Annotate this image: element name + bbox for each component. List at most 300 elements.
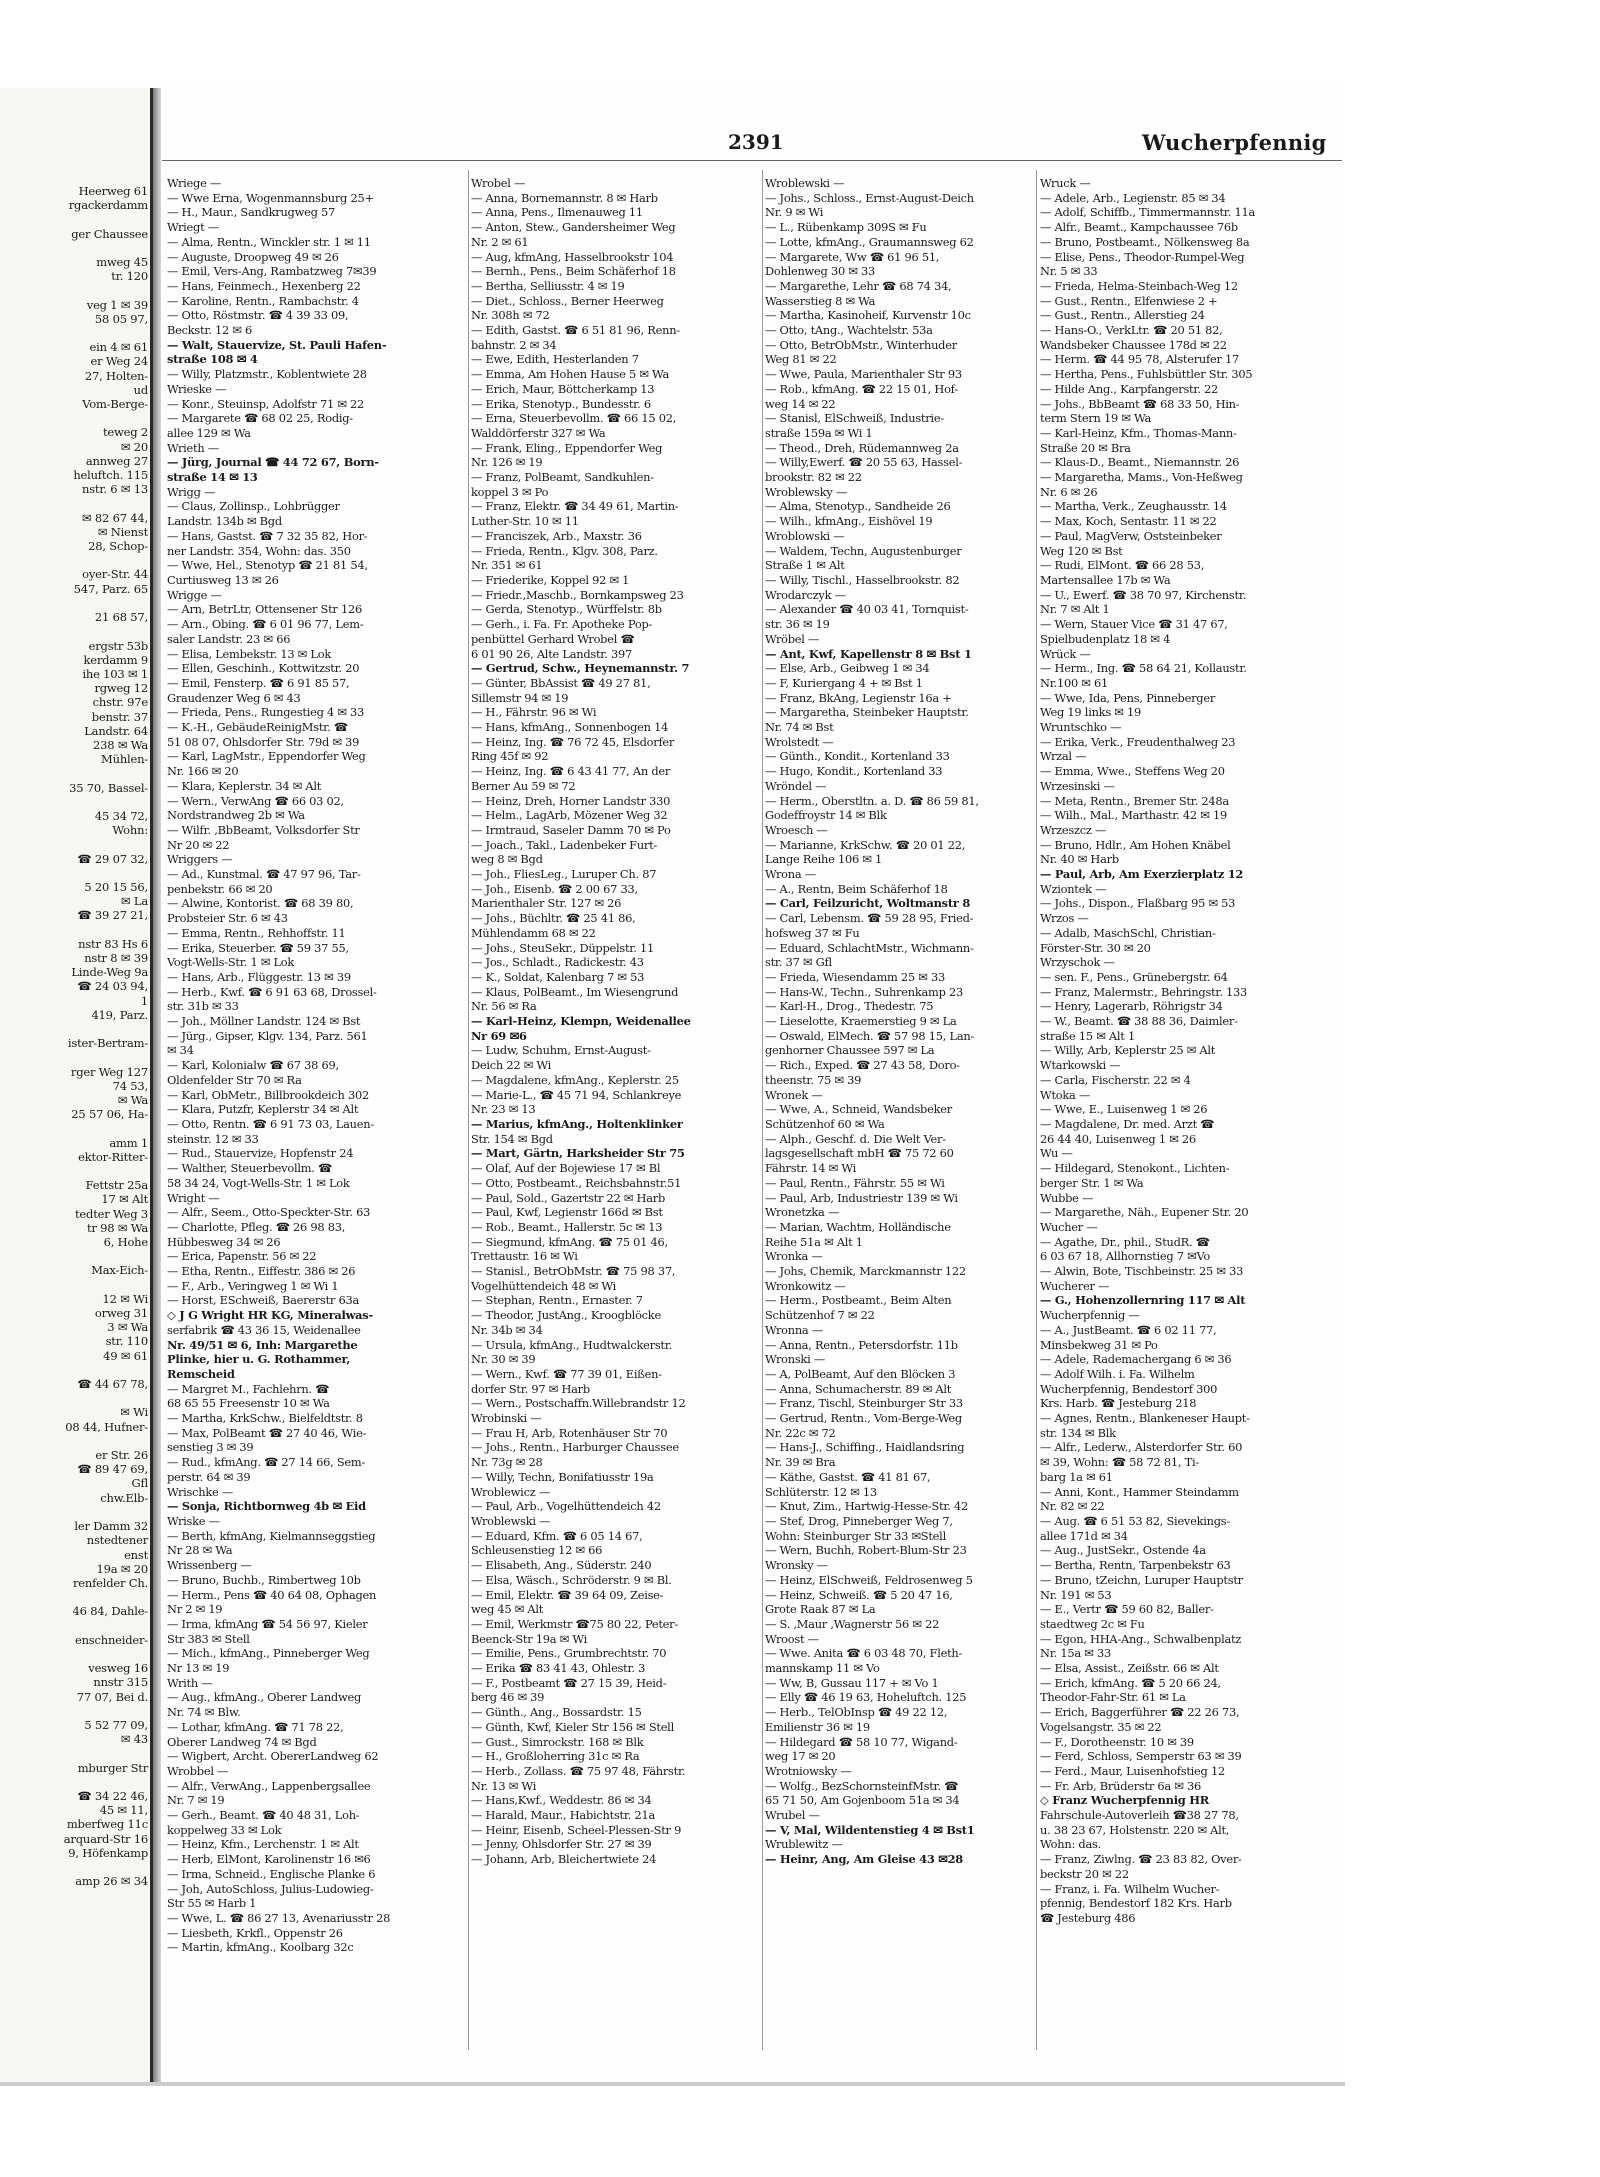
left-page-fragment: er Weg 24	[90, 354, 148, 369]
book-gutter	[153, 88, 161, 2082]
left-page-fragment: Landstr. 64	[84, 723, 148, 738]
surname-heading: Wronkowitz —	[765, 1278, 846, 1293]
directory-entry: — Wwe, Ida, Pens, Pinneberger	[1040, 690, 1216, 705]
directory-entry: — Käthe, Gastst. ☎ 41 81 67,	[765, 1469, 931, 1484]
directory-entry: — Elisabeth, Ang., Süderstr. 240	[471, 1558, 652, 1573]
directory-entry: — Gust., Rentn., Elfenwiese 2 +	[1040, 293, 1218, 308]
directory-entry: — Henry, Lagerarb, Röhrigstr 34	[1040, 999, 1223, 1014]
directory-entry: — A., JustBeamt. ☎ 6 02 11 77,	[1040, 1322, 1217, 1337]
left-page-edge	[0, 88, 153, 2082]
directory-entry: straße 108 ✉ 4	[167, 352, 258, 367]
directory-entry: str. 31b ✉ 33	[167, 999, 239, 1014]
directory-entry: — Heinr, Ang, Am Gleise 43 ✉28	[765, 1852, 963, 1867]
directory-entry: Nr. 39 ✉ Bra	[765, 1455, 836, 1470]
directory-entry: — H., Fährstr. 96 ✉ Wi	[471, 705, 597, 720]
directory-entry: Vogt-Wells-Str. 1 ✉ Lok	[167, 955, 295, 970]
directory-entry: Nr. 49/51 ✉ 6, Inh: Margarethe	[167, 1337, 358, 1352]
directory-entry: — Paul, Kwf, Legienstr 166d ✉ Bst	[471, 1205, 663, 1220]
directory-entry: — Stanisl., BetrObMstr. ☎ 75 98 37,	[471, 1264, 676, 1279]
surname-heading: Wriegt —	[167, 220, 219, 235]
left-page-fragments	[2, 184, 148, 1888]
directory-entry: weg 8 ✉ Bgd	[471, 852, 543, 867]
directory-entry: Nr. 351 ✉ 61	[471, 558, 543, 573]
left-page-fragment: veg 1 ✉ 39	[86, 297, 148, 312]
left-page-fragment: Vom-Berge-	[82, 397, 148, 412]
directory-entry: — Carl, Lebensm. ☎ 59 28 95, Fried-	[765, 911, 974, 926]
directory-entry: — Günth., Ang., Bossardstr. 15	[471, 1705, 642, 1720]
directory-entry: — Franz, PolBeamt, Sandkuhlen-	[471, 470, 654, 485]
directory-entry: — Ferd, Schloss, Semperstr 63 ✉ 39	[1040, 1749, 1242, 1764]
left-page-fragment: 58 05 97,	[94, 311, 148, 326]
directory-entry: Nr. 7 ✉ 19	[167, 1793, 225, 1808]
directory-entry: — Diet., Schloss., Berner Heerweg	[471, 293, 664, 308]
surname-heading: Wrona —	[765, 867, 816, 882]
directory-entry: — Willy, Platzmstr., Koblentwiete 28	[167, 367, 367, 382]
directory-entry: theenstr. 75 ✉ 39	[765, 1072, 862, 1087]
directory-entry: — Herm. ☎ 44 95 78, Alsterufer 17	[1040, 352, 1240, 367]
directory-entry: — Marius, kfmAng., Holtenklinker	[471, 1117, 683, 1131]
directory-entry: — Bruno, tZeichn, Luruper Hauptstr	[1040, 1572, 1243, 1587]
directory-entry: — F., Postbeamt ☎ 27 15 39, Heid-	[471, 1675, 667, 1690]
directory-entry: — V, Mal, Wildentenstieg 4 ✉ Bst1	[765, 1822, 975, 1837]
column-divider	[1036, 170, 1037, 2050]
surname-heading: Wriege —	[167, 176, 222, 190]
directory-entry: — Wilfr. ,BbBeamt, Volksdorfer Str	[167, 822, 360, 837]
left-page-fragment	[2, 1022, 148, 1036]
left-page-fragment: rgweg 12	[94, 681, 148, 696]
left-page-fragment: nstedtener	[86, 1533, 148, 1548]
left-page-fragment	[2, 866, 148, 880]
left-page-fragment	[2, 1704, 148, 1718]
directory-entry: Theodor-Fahr-Str. 61 ✉ La	[1040, 1690, 1186, 1705]
directory-entry: — Otto, BetrObMstr., Winterhuder	[765, 337, 957, 352]
directory-entry: — Magdalene, Dr. med. Arzt ☎	[1040, 1117, 1215, 1131]
directory-entry: Martensallee 17b ✉ Wa	[1040, 572, 1171, 587]
directory-entry: — Wern., VerwAng ☎ 66 03 02,	[167, 793, 344, 808]
directory-entry: — Edith, Gastst. ☎ 6 51 81 96, Renn-	[471, 323, 680, 338]
left-page-fragment: 21 68 57,	[94, 610, 148, 625]
directory-entry: weg 17 ✉ 20	[765, 1749, 836, 1764]
directory-entry: Curtiusweg 13 ✉ 26	[167, 572, 279, 587]
directory-entry: — Alwine, Kontorist. ☎ 68 39 80,	[167, 896, 354, 911]
directory-entry: — sen. F., Pens., Grünebergstr. 64	[1040, 969, 1228, 984]
directory-entry: Emilienstr 36 ✉ 19	[765, 1719, 870, 1734]
directory-entry: koppel 3 ✉ Po	[471, 484, 549, 499]
left-page-fragment: arquard-Str 16	[63, 1831, 148, 1846]
left-page-fragment: ☎ 89 47 69,	[77, 1462, 148, 1477]
directory-entry: — Frieda, Pens., Rungestieg 4 ✉ 33	[167, 705, 365, 720]
left-page-fragment: 08 44, Hufner-	[65, 1419, 148, 1434]
directory-entry: — Egon, HHA-Ang., Schwalbenplatz	[1040, 1631, 1242, 1646]
left-page-fragment: teweg 2	[102, 425, 148, 440]
directory-entry: Grote Raak 87 ✉ La	[765, 1602, 876, 1617]
directory-entry: Luther-Str. 10 ✉ 11	[471, 514, 579, 529]
directory-entry: beckstr 20 ✉ 22	[1040, 1866, 1129, 1881]
directory-entry: — Theod., Dreh, Rüdemannweg 2a	[765, 440, 959, 455]
surname-heading: Wroblewsky —	[765, 484, 848, 499]
directory-entry: — W., Beamt. ☎ 38 88 36, Daimler-	[1040, 1014, 1238, 1029]
directory-entry: — Alph., Geschf. d. Die Welt Ver-	[765, 1131, 946, 1146]
directory-entry: weg 45 ✉ Alt	[471, 1602, 544, 1617]
directory-entry: — Konr., Steuinsp, Adolfstr 71 ✉ 22	[167, 396, 365, 411]
surname-heading: Wruntschko —	[1040, 720, 1122, 735]
directory-entry: Schlüterstr. 12 ✉ 13	[765, 1484, 877, 1499]
directory-entry: — Heinz, Dreh, Horner Landstr 330	[471, 793, 671, 808]
directory-entry: — Irma, kfmAng ☎ 54 56 97, Kieler	[167, 1616, 368, 1631]
surname-heading: Wröndel —	[765, 778, 827, 793]
left-page-fragment: 12 ✉ Wi	[102, 1291, 148, 1306]
directory-entry: — Horst, ESchweiß, Baererstr 63a	[167, 1293, 360, 1308]
directory-entry: — Gerh., Beamt. ☎ 40 48 31, Loh-	[167, 1808, 360, 1823]
directory-entry: — Alfr., Lederw., Alsterdorfer Str. 60	[1040, 1440, 1243, 1455]
directory-entry: — Johann, Arb, Bleichertwiete 24	[471, 1852, 657, 1867]
directory-entry: Nr. 15a ✉ 33	[1040, 1646, 1111, 1661]
directory-entry: — Stanisl, ElSchweiß, Industrie-	[765, 411, 944, 426]
left-page-fragment: 3 ✉ Wa	[107, 1320, 148, 1335]
directory-entry: Sillemstr 94 ✉ 19	[471, 690, 569, 705]
directory-entry: — Eduard, Kfm. ☎ 6 05 14 67,	[471, 1528, 643, 1543]
directory-entry: Wucherpfennig, Bendestorf 300	[1040, 1381, 1218, 1396]
directory-entry: — Emma, Rentn., Rehhoffstr. 11	[167, 925, 346, 940]
left-page-fragment	[2, 212, 148, 226]
directory-entry: — Johs, Chemik, Marckmannstr 122	[765, 1264, 966, 1279]
directory-entry: — Willy, Techn, Bonifatiusstr 19a	[471, 1469, 654, 1484]
directory-entry: — Klaus-D., Beamt., Niemannstr. 26	[1040, 455, 1240, 470]
directory-entry: Nordstrandweg 2b ✉ Wa	[167, 808, 305, 823]
directory-entry: — Emma, Am Hohen Hause 5 ✉ Wa	[471, 367, 669, 382]
left-page-fragment: Gfl	[131, 1476, 148, 1491]
left-page-fragment: 25 57 06, Ha-	[71, 1107, 148, 1122]
directory-entry: — Wwe, L. ☎ 86 27 13, Avenariusstr 28	[167, 1910, 391, 1925]
surname-heading: Wrzal —	[1040, 749, 1087, 764]
directory-entry: — Eduard, SchlachtMstr., Wichmann-	[765, 940, 974, 955]
directory-entry: — Erich, Baggerführer ☎ 22 26 73,	[1040, 1705, 1240, 1720]
directory-entry: — Otto, tAng., Wachtelstr. 53a	[765, 323, 933, 338]
directory-entry: Nr. 126 ✉ 19	[471, 455, 543, 470]
directory-entry: — K.-H., GebäudeReinigMstr. ☎	[167, 720, 348, 735]
left-page-fragment: nstr 8 ✉ 39	[84, 950, 148, 965]
directory-entry: — Paul, Arb., Vogelhüttendeich 42	[471, 1499, 661, 1514]
directory-entry: Landstr. 134b ✉ Bgd	[167, 514, 282, 529]
directory-entry: Nr. 7 ✉ Alt 1	[1040, 602, 1110, 617]
directory-entry: — Stephan, Rentn., Ernaster. 7	[471, 1293, 643, 1308]
left-page-fragment: ☎ 29 07 32,	[77, 851, 148, 866]
directory-entry: Nr. 308h ✉ 72	[471, 308, 550, 323]
left-page-fragment: mberfweg 11c	[66, 1817, 148, 1832]
directory-entry: — Hans, Arb., Flüggestr. 13 ✉ 39	[167, 969, 351, 984]
left-page-fragment: Heerweg 61	[78, 184, 148, 198]
directory-entry: — Anton, Stew., Gandersheimer Weg	[471, 220, 676, 235]
directory-entry: — Paul, Arb, Industriestr 139 ✉ Wi	[765, 1190, 958, 1205]
directory-entry: Vogelsangstr. 35 ✉ 22	[1040, 1719, 1162, 1734]
directory-entry: — Mart, Gärtn, Harksheider Str 75	[471, 1146, 685, 1161]
directory-entry: — Aug., kfmAng., Oberer Landweg	[167, 1690, 361, 1705]
header-rule	[162, 160, 1342, 161]
surname-heading: Wronna —	[765, 1322, 823, 1337]
directory-entry: — Franz, i. Fa. Wilhelm Wucher-	[1040, 1881, 1220, 1896]
directory-entry: — Rich., Exped. ☎ 27 43 58, Doro-	[765, 1058, 960, 1073]
directory-entry: — Otto, Postbeamt., Reichsbahnstr.51	[471, 1175, 682, 1190]
directory-entry: weg 14 ✉ 22	[765, 396, 836, 411]
directory-entry: Weg 120 ✉ Bst	[1040, 543, 1123, 558]
left-page-fragment	[2, 1278, 148, 1292]
directory-entry: — Ursula, kfmAng., Hudtwalckerstr.	[471, 1337, 673, 1352]
directory-entry: Straße 20 ✉ Bra	[1040, 440, 1131, 455]
directory-entry: — Hans,Kwf., Weddestr. 86 ✉ 34	[471, 1793, 652, 1808]
surname-heading: Wroblowski —	[765, 528, 845, 543]
left-page-fragment: tr 98 ✉ Wa	[86, 1220, 148, 1235]
directory-entry: Nr 2 ✉ 19	[167, 1602, 223, 1617]
surname-heading: Wrobel —	[471, 176, 526, 190]
directory-entry: — Gust., Rentn., Allerstieg 24	[1040, 308, 1205, 323]
left-page-fragment: kerdamm 9	[83, 652, 148, 667]
directory-entry: — Jürg., Gipser, Klgv. 134, Parz. 561	[167, 1028, 368, 1043]
directory-entry: Minsbekweg 31 ✉ Po	[1040, 1337, 1158, 1352]
directory-entry: — Alma, Stenotyp., Sandheide 26	[765, 499, 951, 514]
directory-entry: allee 171d ✉ 34	[1040, 1528, 1128, 1543]
left-page-fragment: str. 110	[105, 1334, 148, 1349]
directory-entry: — Hildegard ☎ 58 10 77, Wigand-	[765, 1734, 958, 1749]
directory-entry: — Willy,Ewerf. ☎ 20 55 63, Hassel-	[765, 455, 963, 470]
directory-entry: — Helm., LagArb, Mözener Weg 32	[471, 808, 668, 823]
surname-heading: Wrotniowsky —	[765, 1763, 852, 1778]
directory-entry: — Anna, Schumacherstr. 89 ✉ Alt	[765, 1381, 952, 1396]
directory-entry: 6 03 67 18, Allhornstieg 7 ✉Vo	[1040, 1249, 1210, 1264]
directory-entry: — U., Ewerf. ☎ 38 70 97, Kirchenstr.	[1040, 587, 1247, 602]
directory-entry: ☎ Jesteburg 486	[1040, 1910, 1136, 1925]
directory-entry: — Siegmund, kfmAng. ☎ 75 01 46,	[471, 1234, 668, 1249]
directory-entry: Nr. 74 ✉ Bst	[765, 720, 834, 735]
directory-entry: — Adalb, MaschSchl, Christian-	[1040, 925, 1216, 940]
left-page-fragment: tr. 120	[111, 269, 148, 284]
directory-entry: bahnstr. 2 ✉ 34	[471, 337, 557, 352]
directory-entry: Wasserstieg 8 ✉ Wa	[765, 293, 876, 308]
left-page-fragment	[2, 1121, 148, 1135]
surname-heading: Wrobbel —	[167, 1763, 229, 1778]
surname-heading: Wroesch —	[765, 822, 828, 837]
directory-entry: — Ludw, Schuhm, Ernst-August-	[471, 1043, 651, 1058]
left-page-fragment: oyer-Str. 44	[82, 567, 148, 582]
surname-heading: Wrzesinski —	[1040, 778, 1115, 793]
directory-entry: — Emil, Fensterp. ☎ 6 91 85 57,	[167, 675, 350, 690]
directory-entry: Wohn: Steinburger Str 33 ✉Stell	[765, 1528, 946, 1543]
directory-entry: — H., Maur., Sandkrugweg 57	[167, 205, 335, 220]
directory-entry: — Aug., JustSekr., Ostende 4a	[1040, 1543, 1206, 1558]
directory-entry: — Martin, kfmAng., Koolbarg 32c	[167, 1940, 354, 1955]
directory-entry: dorfer Str. 97 ✉ Harb	[471, 1381, 590, 1396]
left-page-fragment: chstr. 97e	[92, 695, 148, 710]
directory-entry: str. 134 ✉ Blk	[1040, 1425, 1116, 1440]
left-page-fragment: ein 4 ✉ 61	[89, 340, 148, 355]
directory-entry: str. 37 ✉ Gfl	[765, 955, 832, 970]
directory-entry: — Heinz, Schweiß. ☎ 5 20 47 16,	[765, 1587, 953, 1602]
directory-entry: — Martha, Kasinoheif, Kurvenstr 10c	[765, 308, 971, 323]
directory-entry: — Gust., Simrockstr. 168 ✉ Blk	[471, 1734, 644, 1749]
directory-entry: Trettaustr. 16 ✉ Wi	[471, 1249, 578, 1264]
directory-entry: Nr. 22c ✉ 72	[765, 1425, 836, 1440]
surname-heading: Wubbe —	[1040, 1190, 1094, 1205]
directory-entry: berg 46 ✉ 39	[471, 1690, 545, 1705]
directory-entry: — Karl-Heinz, Klempn, Weidenallee	[471, 1014, 691, 1029]
directory-entry: Deich 22 ✉ Wi	[471, 1058, 552, 1073]
directory-entry: — Hans, Feinmech., Hexenberg 22	[167, 278, 361, 293]
left-page-fragment: Max-Eich-	[91, 1263, 148, 1278]
directory-entry: Ring 45f ✉ 92	[471, 749, 549, 764]
directory-entry: — Ad., Kunstmal. ☎ 47 97 96, Tar-	[167, 867, 361, 882]
surname-heading: Wziontek —	[1040, 881, 1107, 896]
directory-entry: — Martha, Verk., Zeughausstr. 14	[1040, 499, 1227, 514]
left-page-fragment	[2, 1860, 148, 1874]
left-page-fragment: nstr 83 Hs 6	[78, 936, 148, 951]
surname-heading: Wtarkowski —	[1040, 1058, 1121, 1073]
directory-entry: — Wern, Buchh, Robert-Blum-Str 23	[765, 1543, 967, 1558]
directory-entry: — Friedr.,Maschb., Bornkampsweg 23	[471, 587, 684, 602]
directory-entry: — Heinz, Kfm., Lerchenstr. 1 ✉ Alt	[167, 1837, 359, 1852]
directory-entry: barg 1a ✉ 61	[1040, 1469, 1113, 1484]
directory-entry: — Anni, Kont., Hammer Steindamm	[1040, 1484, 1239, 1499]
directory-entry: — Joh, AutoSchloss, Julius-Ludowieg-	[167, 1881, 374, 1896]
left-page-fragment: ✉ Nienst	[97, 524, 148, 539]
left-page-fragment	[2, 1619, 148, 1633]
directory-entry: — Bruno, Hdlr., Am Hohen Knäbel	[1040, 837, 1231, 852]
column-divider	[762, 170, 763, 2050]
page-bottom-edge	[0, 2082, 1345, 2086]
directory-entry: — L., Rübenkamp 309S ✉ Fu	[765, 220, 927, 235]
left-page-fragment: mburger Str	[77, 1760, 148, 1775]
directory-entry: Mühlendamm 68 ✉ 22	[471, 925, 596, 940]
directory-entry: — Meta, Rentn., Bremer Str. 248a	[1040, 793, 1229, 808]
directory-entry: Nr. 9 ✉ Wi	[765, 205, 824, 220]
directory-entry: Nr. 13 ✉ Wi	[471, 1778, 537, 1793]
directory-entry: lagsgesellschaft mbH ☎ 75 72 60	[765, 1146, 954, 1161]
surname-heading: Wrublewitz —	[765, 1837, 843, 1852]
directory-entry: — Erna, Steuerbevollm. ☎ 66 15 02,	[471, 411, 677, 426]
directory-column-2	[471, 176, 739, 1867]
directory-entry: — Agnes, Rentn., Blankeneser Haupt-	[1040, 1411, 1250, 1426]
directory-entry: Reihe 51a ✉ Alt 1	[765, 1234, 863, 1249]
directory-entry: — Frieda, Wiesendamm 25 ✉ 33	[765, 969, 945, 984]
directory-entry: Nr. 23 ✉ 13	[471, 1102, 536, 1117]
left-page-fragment: vesweg 16	[88, 1661, 148, 1676]
directory-entry: — Karl, ObMetr., Billbrookdeich 302	[167, 1087, 369, 1102]
directory-entry: 6 01 90 26, Alte Landstr. 397	[471, 646, 632, 661]
directory-entry: — Wolfg., BezSchornsteinfMstr. ☎	[765, 1778, 959, 1793]
surname-heading: Wrzyschok —	[1040, 955, 1115, 970]
surname-heading: Wucherer —	[1040, 1278, 1110, 1293]
directory-entry: Str 383 ✉ Stell	[167, 1631, 250, 1646]
directory-entry: — Emil, Werkmstr ☎75 80 22, Peter-	[471, 1616, 678, 1631]
directory-entry: — Sonja, Richtbornweg 4b ✉ Eid	[167, 1499, 366, 1514]
directory-entry: — Johs., Dispon., Flaßbarg 95 ✉ 53	[1040, 896, 1236, 911]
directory-entry: Vogelhüttendeich 48 ✉ Wi	[471, 1278, 617, 1293]
left-page-fragment	[2, 1164, 148, 1178]
surname-heading: Wucherpfennig —	[1040, 1308, 1140, 1323]
directory-entry: — Emil, Elektr. ☎ 39 64 09, Zeise-	[471, 1587, 664, 1602]
directory-entry: Nr.100 ✉ 61	[1040, 675, 1109, 690]
left-page-fragment: enst	[124, 1547, 148, 1562]
directory-entry: Schützenhof 60 ✉ Wa	[765, 1117, 885, 1131]
directory-entry: — Gerda, Stenotyp., Würffelstr. 8b	[471, 602, 662, 617]
directory-entry: — Margarethe, Lehr ☎ 68 74 34,	[765, 278, 952, 293]
directory-entry: Beenck-Str 19a ✉ Wi	[471, 1631, 588, 1646]
directory-entry: — F, Kuriergang 4 + ✉ Bst 1	[765, 675, 923, 690]
directory-entry: — Margaretha, Steinbeker Hauptstr.	[765, 705, 969, 720]
left-page-fragment: 1	[140, 993, 148, 1008]
page-number: 2391	[728, 130, 784, 154]
surname-heading: Wriske —	[167, 1513, 220, 1528]
directory-entry: ner Landstr. 354, Wohn: das. 350	[167, 543, 351, 558]
surname-heading: Wroost —	[765, 1631, 819, 1646]
surname-heading: Wrigge —	[167, 587, 222, 602]
directory-entry: — Lotte, kfmAng., Graumannsweg 62	[765, 234, 974, 249]
left-page-fragment	[2, 795, 148, 809]
directory-entry: Oldenfelder Str 70 ✉ Ra	[167, 1072, 302, 1087]
directory-entry: Nr. 34b ✉ 34	[471, 1322, 543, 1337]
directory-entry: straße 14 ✉ 13	[167, 470, 258, 485]
directory-entry: — Heinr, Eisenb, Scheel-Plessen-Str 9	[471, 1822, 682, 1837]
left-page-fragment: ✉ 82 67 44,	[82, 510, 148, 525]
left-page-fragment: 5 20 15 56,	[84, 879, 148, 894]
directory-entry: — Hugo, Kondit., Kortenland 33	[765, 764, 943, 779]
left-page-fragment: Linde-Weg 9a	[71, 965, 148, 980]
directory-entry: Förster-Str. 30 ✉ 20	[1040, 940, 1151, 955]
surname-heading: Wrzeszcz —	[1040, 822, 1107, 837]
directory-entry: — Herm., Postbeamt., Beim Alten	[765, 1293, 952, 1308]
left-page-fragment	[2, 1249, 148, 1263]
directory-entry: Nr 13 ✉ 19	[167, 1661, 230, 1676]
directory-entry: — Heinz, ElSchweiß, Feldrosenweg 5	[765, 1572, 973, 1587]
left-page-fragment: benstr. 37	[91, 709, 148, 724]
left-page-fragment	[2, 326, 148, 340]
left-page-fragment	[2, 241, 148, 255]
directory-entry: 26 44 40, Luisenweg 1 ✉ 26	[1040, 1131, 1196, 1146]
directory-entry: — Alfr., VerwAng., Lappenbergsallee	[167, 1778, 371, 1793]
directory-entry: — Herm., Oberstltn. a. D. ☎ 86 59 81,	[765, 793, 979, 808]
surname-heading: Wrieske —	[167, 381, 227, 396]
directory-entry: Nr. 74 ✉ Blw.	[167, 1705, 241, 1720]
directory-entry: saler Landstr. 23 ✉ 66	[167, 631, 291, 646]
directory-entry: — Karl, Kolonialw ☎ 67 38 69,	[167, 1058, 339, 1073]
left-page-fragment	[2, 766, 148, 780]
directory-entry: — Alfr., Seem., Otto-Speckter-Str. 63	[167, 1205, 371, 1220]
directory-entry: — Wwe. Anita ☎ 6 03 48 70, Fleth-	[765, 1646, 963, 1661]
surname-heading: Wright —	[167, 1190, 220, 1205]
directory-entry: Probsteier Str. 6 ✉ 43	[167, 911, 288, 926]
directory-entry: — Harald, Maur., Habichtstr. 21a	[471, 1808, 656, 1823]
left-page-fragment: 45 ✉ 11,	[99, 1803, 148, 1818]
directory-entry: Dohlenweg 30 ✉ 33	[765, 264, 875, 279]
directory-entry: — Herb., Kwf. ☎ 6 91 63 68, Drossel-	[167, 984, 377, 999]
directory-entry: — Elsa, Assist., Zeißstr. 66 ✉ Alt	[1040, 1661, 1219, 1676]
left-page-fragment: heluftch. 115	[73, 468, 148, 483]
directory-entry: ✉ 34	[167, 1043, 194, 1058]
directory-entry: — Walt, Stauervize, St. Pauli Hafen-	[167, 337, 387, 352]
directory-entry: — Adele, Rademachergang 6 ✉ 36	[1040, 1352, 1232, 1367]
directory-entry: — Herb., TelObInsp ☎ 49 22 12,	[765, 1705, 948, 1720]
directory-entry: serfabrik ☎ 43 36 15, Weidenallee	[167, 1322, 361, 1337]
directory-entry: Lange Reihe 106 ✉ 1	[765, 852, 883, 867]
directory-entry: — Frieda, Helma-Steinbach-Weg 12	[1040, 278, 1238, 293]
left-page-fragment: Wohn:	[112, 823, 148, 838]
directory-entry: — Karl-Heinz, Kfm., Thomas-Mann-	[1040, 425, 1237, 440]
directory-entry: pfennig, Bendestorf 182 Krs. Harb	[1040, 1896, 1232, 1911]
directory-entry: — Ellen, Geschinh., Kottwitzstr. 20	[167, 661, 360, 676]
directory-entry: — Agathe, Dr., phil., StudR. ☎	[1040, 1234, 1210, 1249]
directory-entry: Graudenzer Weg 6 ✉ 43	[167, 690, 301, 705]
directory-entry: — A., Rentn, Beim Schäferhof 18	[765, 881, 948, 896]
directory-entry: — Etha, Rentn., Eiffestr. 386 ✉ 26	[167, 1264, 356, 1279]
left-page-fragment: 238 ✉ Wa	[93, 737, 148, 752]
